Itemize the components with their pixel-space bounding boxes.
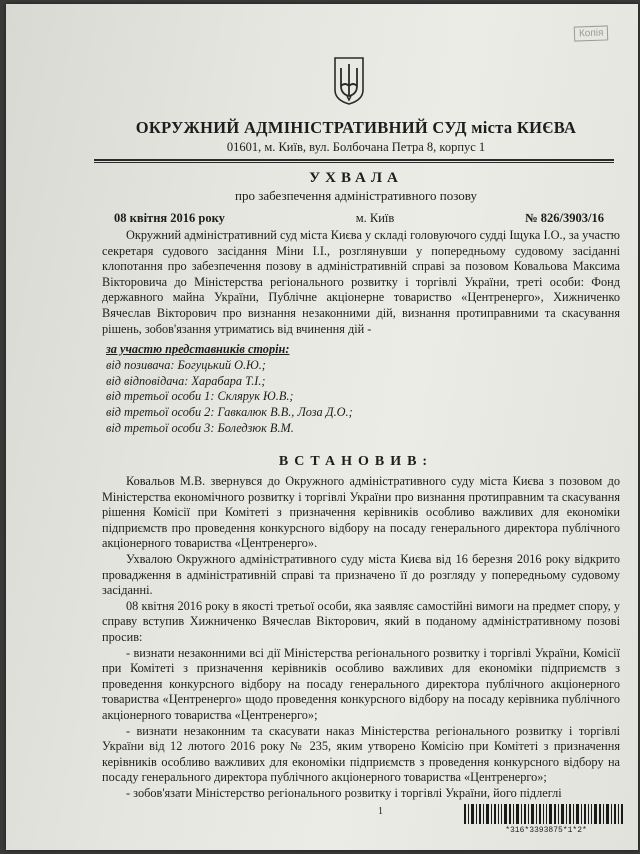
- barcode-icon: [464, 804, 624, 824]
- representative-line: від третьої особи 2: Гавкалюк В.В., Лоза Д.О.;: [106, 405, 353, 420]
- representative-line: від відповідача: Харабара Т.І.;: [106, 373, 266, 388]
- body-paragraph: 08 квітня 2016 року в якості третьої особи, яка заявляє самостійні вимоги на предмет спору, у справу вступив Хижниченко Вячеслав Вікторович, який в поданому адміністративному позові просив:: [102, 598, 620, 644]
- header-divider-thin: [94, 162, 614, 163]
- representatives-header: за участю представників сторін:: [106, 342, 290, 356]
- barcode-text: *316*3393875*1*2*: [505, 826, 587, 835]
- representative-line: від третьої особи 1: Склярук Ю.В.;: [106, 389, 294, 404]
- court-name-city: міста КИЄВА: [471, 118, 577, 137]
- court-name-prefix: ОКРУЖНИЙ АДМІНІСТРАТИВНИЙ СУД: [135, 118, 467, 137]
- document-city: м. Київ: [355, 211, 395, 225]
- representatives-block: [106, 342, 506, 437]
- intro-block: [102, 228, 620, 337]
- trident-emblem-icon: [332, 56, 366, 106]
- body-paragraph: - визнати незаконним та скасувати наказ Міністерства регіонального розвитку і торгівлі України від 12 лютого 2016 року № 235, яким утворено Комісію при Комітеті з призначення керівників особливо важливих для економіки підприємств з проведення конкурсного відбору на посаду генерального директора публічного акціонерного товариства «Центренерго»;: [102, 723, 620, 785]
- representative-line: від позивача: Богуцький О.Ю.;: [106, 357, 266, 372]
- date-row: [114, 211, 604, 226]
- document-page: [6, 4, 638, 850]
- representative-line: від третьої особи 3: Боледзюк В.М.: [106, 420, 294, 435]
- copy-stamp: Копія: [573, 25, 608, 41]
- body-paragraph: - визнати незаконними всі дії Міністерства регіонального розвитку і торгівлі України, Комісії при Комітеті з призначення керівників особливо важливих для економіки підприємств з проведення конкурсного відбору на посаду генерального директора публічного акціонерного товариства «Центренерго» щодо проведення конкурсного відбору на посаду керівника публічного акціонерного товариства «Центренерго»;: [102, 645, 620, 722]
- court-name: [106, 118, 606, 138]
- document-title: УХВАЛА: [309, 170, 403, 186]
- established-heading: ВСТАНОВИВ:: [278, 454, 434, 469]
- header-divider: [94, 159, 614, 161]
- body-block: [102, 474, 620, 801]
- document-date: 08 квітня 2016 року: [114, 211, 225, 225]
- document-subtitle: про забезпечення адміністративного позову: [234, 188, 477, 203]
- page-number: 1: [378, 806, 383, 817]
- intro-paragraph: Окружний адміністративний суд міста Києва у складі головуючого судді Іщука І.О., за участю секретаря судового засідання Міни І.І., розглянувши у попередньому судовому засіданні клопотання про забезпечення позову в адміністративній справі за позовом Ковальова Максима Вікторовича до Міністерства регіонального розвитку і торгівлі України, треті особи: Фонд державного майна України, Публічне акціонерне товариство «Центренерго», Хижниченко Вячеслав Вікторович про визнання незаконними дій, визнання протиправними та скасування рішень, зобов'язання утриматись від вчинення дій -: [102, 228, 620, 336]
- case-number: № 826/3903/16: [525, 211, 604, 225]
- body-paragraph: Ухвалою Окружного адміністративного суду міста Києва від 16 березня 2016 року відкрито провадження в адміністративній справі та призначено її до розгляду у попередньому судовому засіданні.: [102, 551, 620, 598]
- court-address: 01601, м. Київ, вул. Болбочана Петра 8, корпус 1: [226, 140, 486, 154]
- body-paragraph: - зобов'язати Міністерство регіонального розвитку і торгівлі України, його підлеглі: [126, 785, 562, 800]
- body-paragraph: Ковальов М.В. звернувся до Окружного адміністративного суду міста Києва з позовом до Міністерства економічного розвитку і торгівлі України про визнання протиправним та скасування рішення Комісії при Комітеті з призначення керівників особливо важливих для економіки підприємств про проведення конкурсного відбору на посаду генерального директора публічного акціонерного товариства «Центренерго».: [102, 474, 620, 551]
